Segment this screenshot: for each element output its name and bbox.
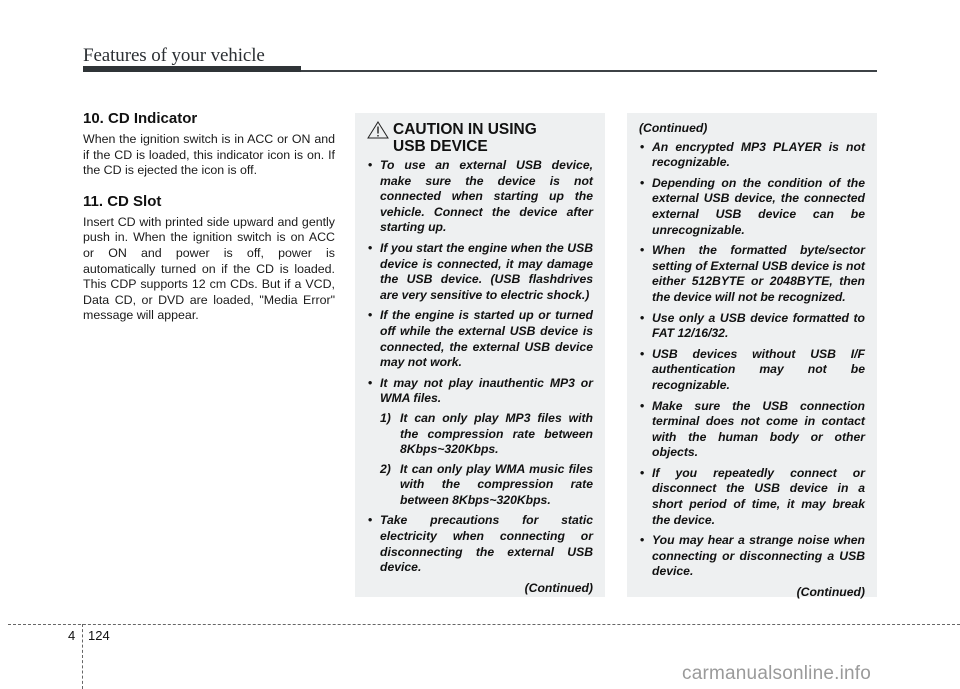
left-column [83, 110, 335, 338]
footer-divider-vertical [82, 624, 83, 689]
sub-item-text: It can only play WMA music files with the compression rate between 8Kbps~320Kbps. [400, 461, 593, 507]
sub-item-text: It can only play MP3 files with the compression rate between 8Kbps~320Kbps. [400, 410, 593, 457]
continued-label: (Continued) [796, 585, 865, 600]
sub-item-number: 2) [380, 461, 391, 476]
continued-list [639, 140, 865, 580]
caution-item: • To use an external USB device, make sure the device is not connected when starting up the vehicle. Connect the device after starting up. [367, 158, 593, 236]
format-sublist [380, 411, 593, 509]
caution-item: • When the formatted byte/sector setting of External USB device is not either 512BYTE or 2048BYTE, then the device will not be recognized. [639, 243, 865, 305]
chapter-number: 4 [68, 628, 76, 643]
caution-item: • Make sure the USB connection terminal does not come in contact with the human body or other objects. [639, 399, 865, 461]
caution-title-line1: CAUTION IN USING [393, 121, 537, 138]
sub-item [380, 462, 593, 509]
header-bar-thick [83, 66, 301, 72]
body-cd-slot: Insert CD with printed side upward and gently push in. When the ignition switch is on ACC or ON and power is off, power is automatically turned on if the CD is loaded. This CDP supports 12 cm CDs. But if a VCD, Data CD, or DVD are loaded, "Media Error" message will appear. [83, 214, 335, 323]
watermark: carmanualsonline.info [682, 663, 872, 684]
body-cd-indicator: When the ignition switch is in ACC or ON and if the CD is loaded, this indicator icon is on. If the CD is ejected the icon is off. [83, 132, 335, 178]
continued-top-label: (Continued) [639, 121, 708, 135]
caution-item: • If the engine is started up or turned off while the external USB device is connected, the external USB device may not work. [367, 308, 593, 370]
caution-item-formats [367, 376, 593, 509]
header-rule [301, 70, 877, 72]
caution-list [367, 158, 593, 576]
sub-item [380, 411, 593, 458]
caution-item: • If you repeatedly connect or disconnect the USB device in a short period of time, it may break the device. [639, 466, 865, 528]
caution-item: • If you start the engine when the USB device is connected, it may damage the USB device. (USB flashdrives are very sensitive to electric shock.) [367, 241, 593, 303]
caution-item-text: It may not play inauthentic MP3 or WMA files. [380, 375, 593, 406]
sub-item-number: 1) [380, 410, 391, 425]
section-title: Features of your vehicle [83, 45, 265, 66]
warning-triangle-icon [367, 121, 389, 139]
page-number: 124 [88, 628, 110, 643]
heading-cd-slot: 11. CD Slot [83, 192, 162, 210]
caution-title-line2: USB DEVICE [393, 138, 488, 155]
footer-divider-horizontal [8, 624, 960, 625]
caution-item: • Use only a USB device formatted to FAT 12/16/32. [639, 311, 865, 342]
caution-item: • Take precautions for static electricity when connecting or disconnecting the external USB device. [367, 513, 593, 575]
continued-label: (Continued) [524, 580, 593, 595]
caution-item: • USB devices without USB I/F authentication may not be recognizable. [639, 347, 865, 394]
caution-panel-continued [627, 113, 877, 600]
heading-cd-indicator: 10. CD Indicator [83, 110, 198, 127]
caution-title [367, 121, 593, 155]
caution-item: • Depending on the condition of the external USB device, the connected external USB device can be unrecognizable. [639, 176, 865, 238]
caution-item: • You may hear a strange noise when connecting or disconnecting a USB device. [639, 533, 865, 580]
caution-panel-usb [355, 113, 605, 597]
caution-item: • An encrypted MP3 PLAYER is not recognizable. [639, 140, 865, 171]
